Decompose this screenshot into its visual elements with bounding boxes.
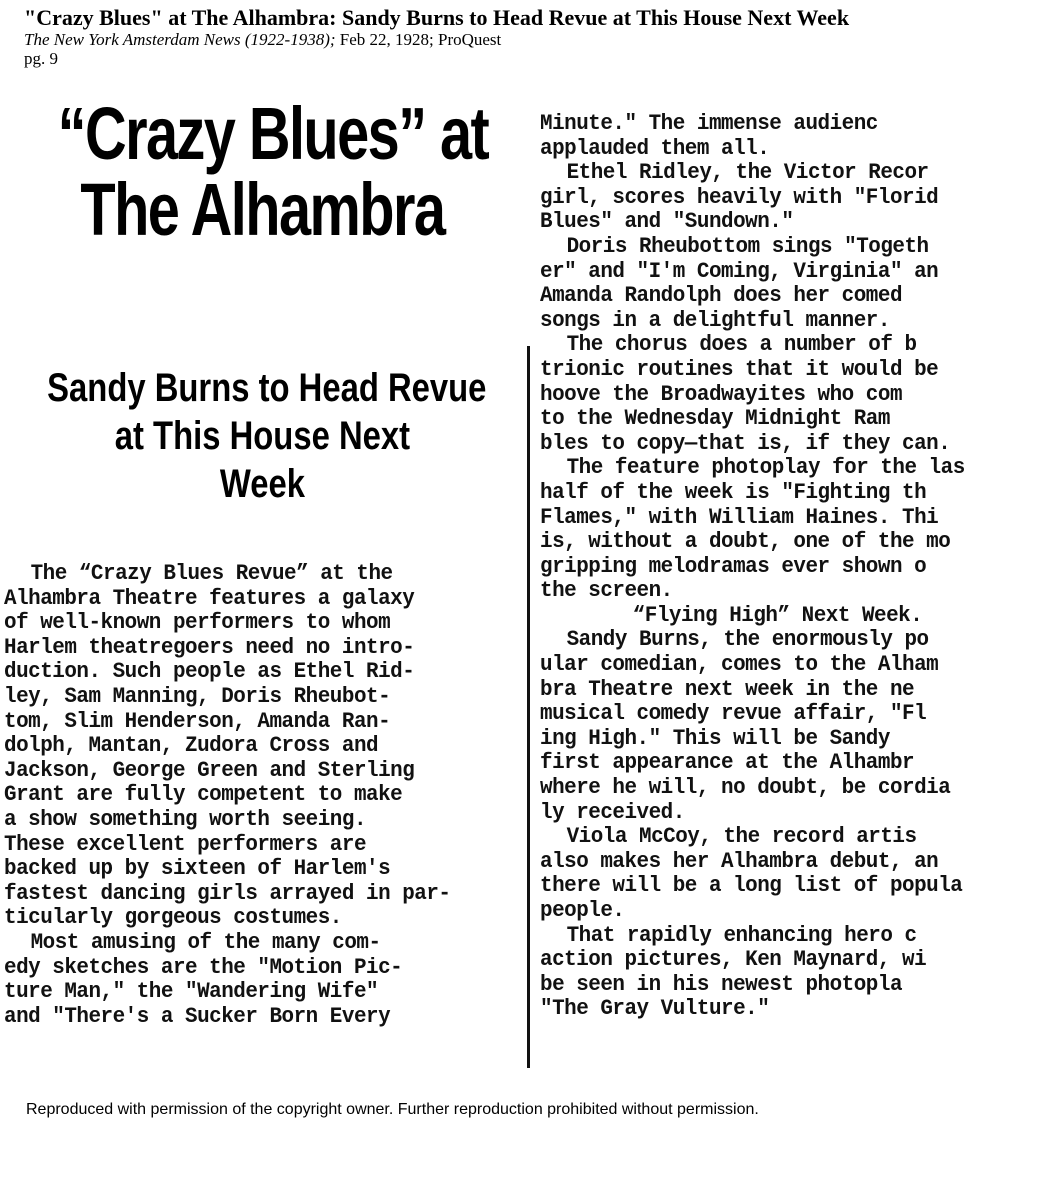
- subheadline-line: Sandy Burns to Head Revue: [47, 366, 487, 410]
- copyright-footer: Reproduced with permission of the copyright owner. Further reproduction prohibited without permission.: [26, 1101, 759, 1118]
- citation-header: [24, 6, 1044, 68]
- text-line: fastest dancing girls arrayed in par-: [4, 881, 451, 906]
- citation-source: [24, 30, 1044, 49]
- text-line: The chorus does a number of b: [566, 333, 917, 358]
- text-line: Ethel Ridley, the Victor Recor: [566, 161, 929, 186]
- text-line: ticularly gorgeous costumes.: [4, 906, 342, 931]
- text-line: Most amusing of the many com-: [30, 930, 381, 955]
- text-line: Amanda Randolph does her comed: [540, 284, 903, 309]
- text-line: Harlem theatregoers need no intro-: [4, 635, 415, 660]
- citation-publication: The New York Amsterdam News (1922-1938);: [24, 30, 336, 49]
- text-line: action pictures, Ken Maynard, wi: [540, 948, 927, 973]
- text-line: Sandy Burns, the enormously po: [566, 628, 929, 653]
- text-line: er" and "I'm Coming, Virginia" an: [540, 259, 939, 284]
- text-line: girl, scores heavily with "Florid: [540, 185, 939, 210]
- subheadline-line: at This House Next: [114, 414, 411, 458]
- text-line: "The Gray Vulture.": [540, 997, 770, 1022]
- text-line: Viola McCoy, the record artis: [566, 825, 917, 850]
- text-line: gripping melodramas ever shown o: [540, 554, 927, 579]
- text-line: ture Man," the "Wandering Wife": [4, 980, 379, 1005]
- text-line: where he will, no doubt, be cordia: [540, 776, 951, 801]
- text-line: also makes her Alhambra debut, an: [540, 849, 939, 874]
- subheadline: [47, 364, 487, 508]
- subheadline-line: Week: [219, 462, 305, 506]
- text-line: edy sketches are the "Motion Pic-: [4, 955, 403, 980]
- text-line: hoove the Broadwayites who com: [540, 382, 903, 407]
- text-line: musical comedy revue affair, "Fl: [540, 702, 927, 727]
- text-line: Flames," with William Haines. Thi: [540, 505, 939, 530]
- headline-line: The Alhambra: [80, 168, 445, 251]
- citation-page: pg. 9: [24, 49, 58, 68]
- text-line: Grant are fully competent to make: [4, 783, 403, 808]
- text-line: to the Wednesday Midnight Ram: [540, 407, 890, 432]
- citation-date: Feb 22, 1928; ProQuest: [335, 30, 502, 49]
- text-line: ular comedian, comes to the Alham: [540, 653, 939, 678]
- text-line: dolph, Mantan, Zudora Cross and: [4, 734, 379, 759]
- text-line: The feature photoplay for the las: [566, 456, 965, 481]
- text-line: backed up by sixteen of Harlem's: [4, 857, 391, 882]
- text-line: of well-known performers to whom: [4, 611, 391, 636]
- headline-line: “Crazy Blues” at: [57, 92, 489, 175]
- text-line: Blues" and "Sundown.": [540, 210, 794, 235]
- text-line: people.: [540, 899, 625, 923]
- headline: [57, 92, 489, 251]
- text-line: is, without a doubt, one of the mo: [540, 530, 951, 555]
- text-line: trionic routines that it would be: [540, 357, 939, 382]
- text-line: The “Crazy Blues Revue” at the: [30, 562, 393, 586]
- text-line: Doris Rheubottom sings "Togeth: [566, 234, 929, 259]
- text-line: bles to copy—that is, if they can.: [540, 431, 951, 456]
- text-line: songs in a delightful manner.: [540, 308, 890, 333]
- article-column-left: [4, 562, 518, 1029]
- article-column-right: [540, 112, 1040, 1022]
- text-line: ing High." This will be Sandy: [540, 726, 890, 751]
- text-line: Alhambra Theatre features a galaxy: [4, 586, 415, 611]
- citation-title: "Crazy Blues" at The Alhambra: Sandy Burns to Head Revue at This House Next Week: [24, 5, 850, 30]
- column-rule: [527, 346, 530, 1068]
- text-line: first appearance at the Alhambr: [540, 751, 915, 776]
- text-line: Jackson, George Green and Sterling: [4, 758, 415, 783]
- text-line: duction. Such people as Ethel Rid-: [4, 660, 415, 685]
- text-line: tom, Slim Henderson, Amanda Ran-: [4, 709, 391, 734]
- text-line: Minute." The immense audienc: [540, 112, 878, 136]
- text-line: These excellent performers are: [4, 832, 367, 857]
- text-line: and "There's a Sucker Born Every: [4, 1004, 391, 1029]
- newspaper-clipping: [0, 92, 1055, 1071]
- text-line: applauded them all.: [540, 136, 770, 161]
- text-line: “Flying High” Next Week.: [632, 603, 923, 628]
- text-line: half of the week is "Fighting th: [540, 480, 927, 505]
- text-line: ley, Sam Manning, Doris Rheubot-: [4, 684, 391, 709]
- text-line: the screen.: [540, 579, 673, 604]
- text-line: be seen in his newest photopla: [540, 972, 903, 997]
- text-line: there will be a long list of popula: [540, 874, 963, 899]
- text-line: That rapidly enhancing hero c: [566, 923, 917, 948]
- text-line: ly received.: [540, 800, 685, 825]
- text-line: bra Theatre next week in the ne: [540, 677, 915, 702]
- text-line: a show something worth seeing.: [4, 807, 367, 832]
